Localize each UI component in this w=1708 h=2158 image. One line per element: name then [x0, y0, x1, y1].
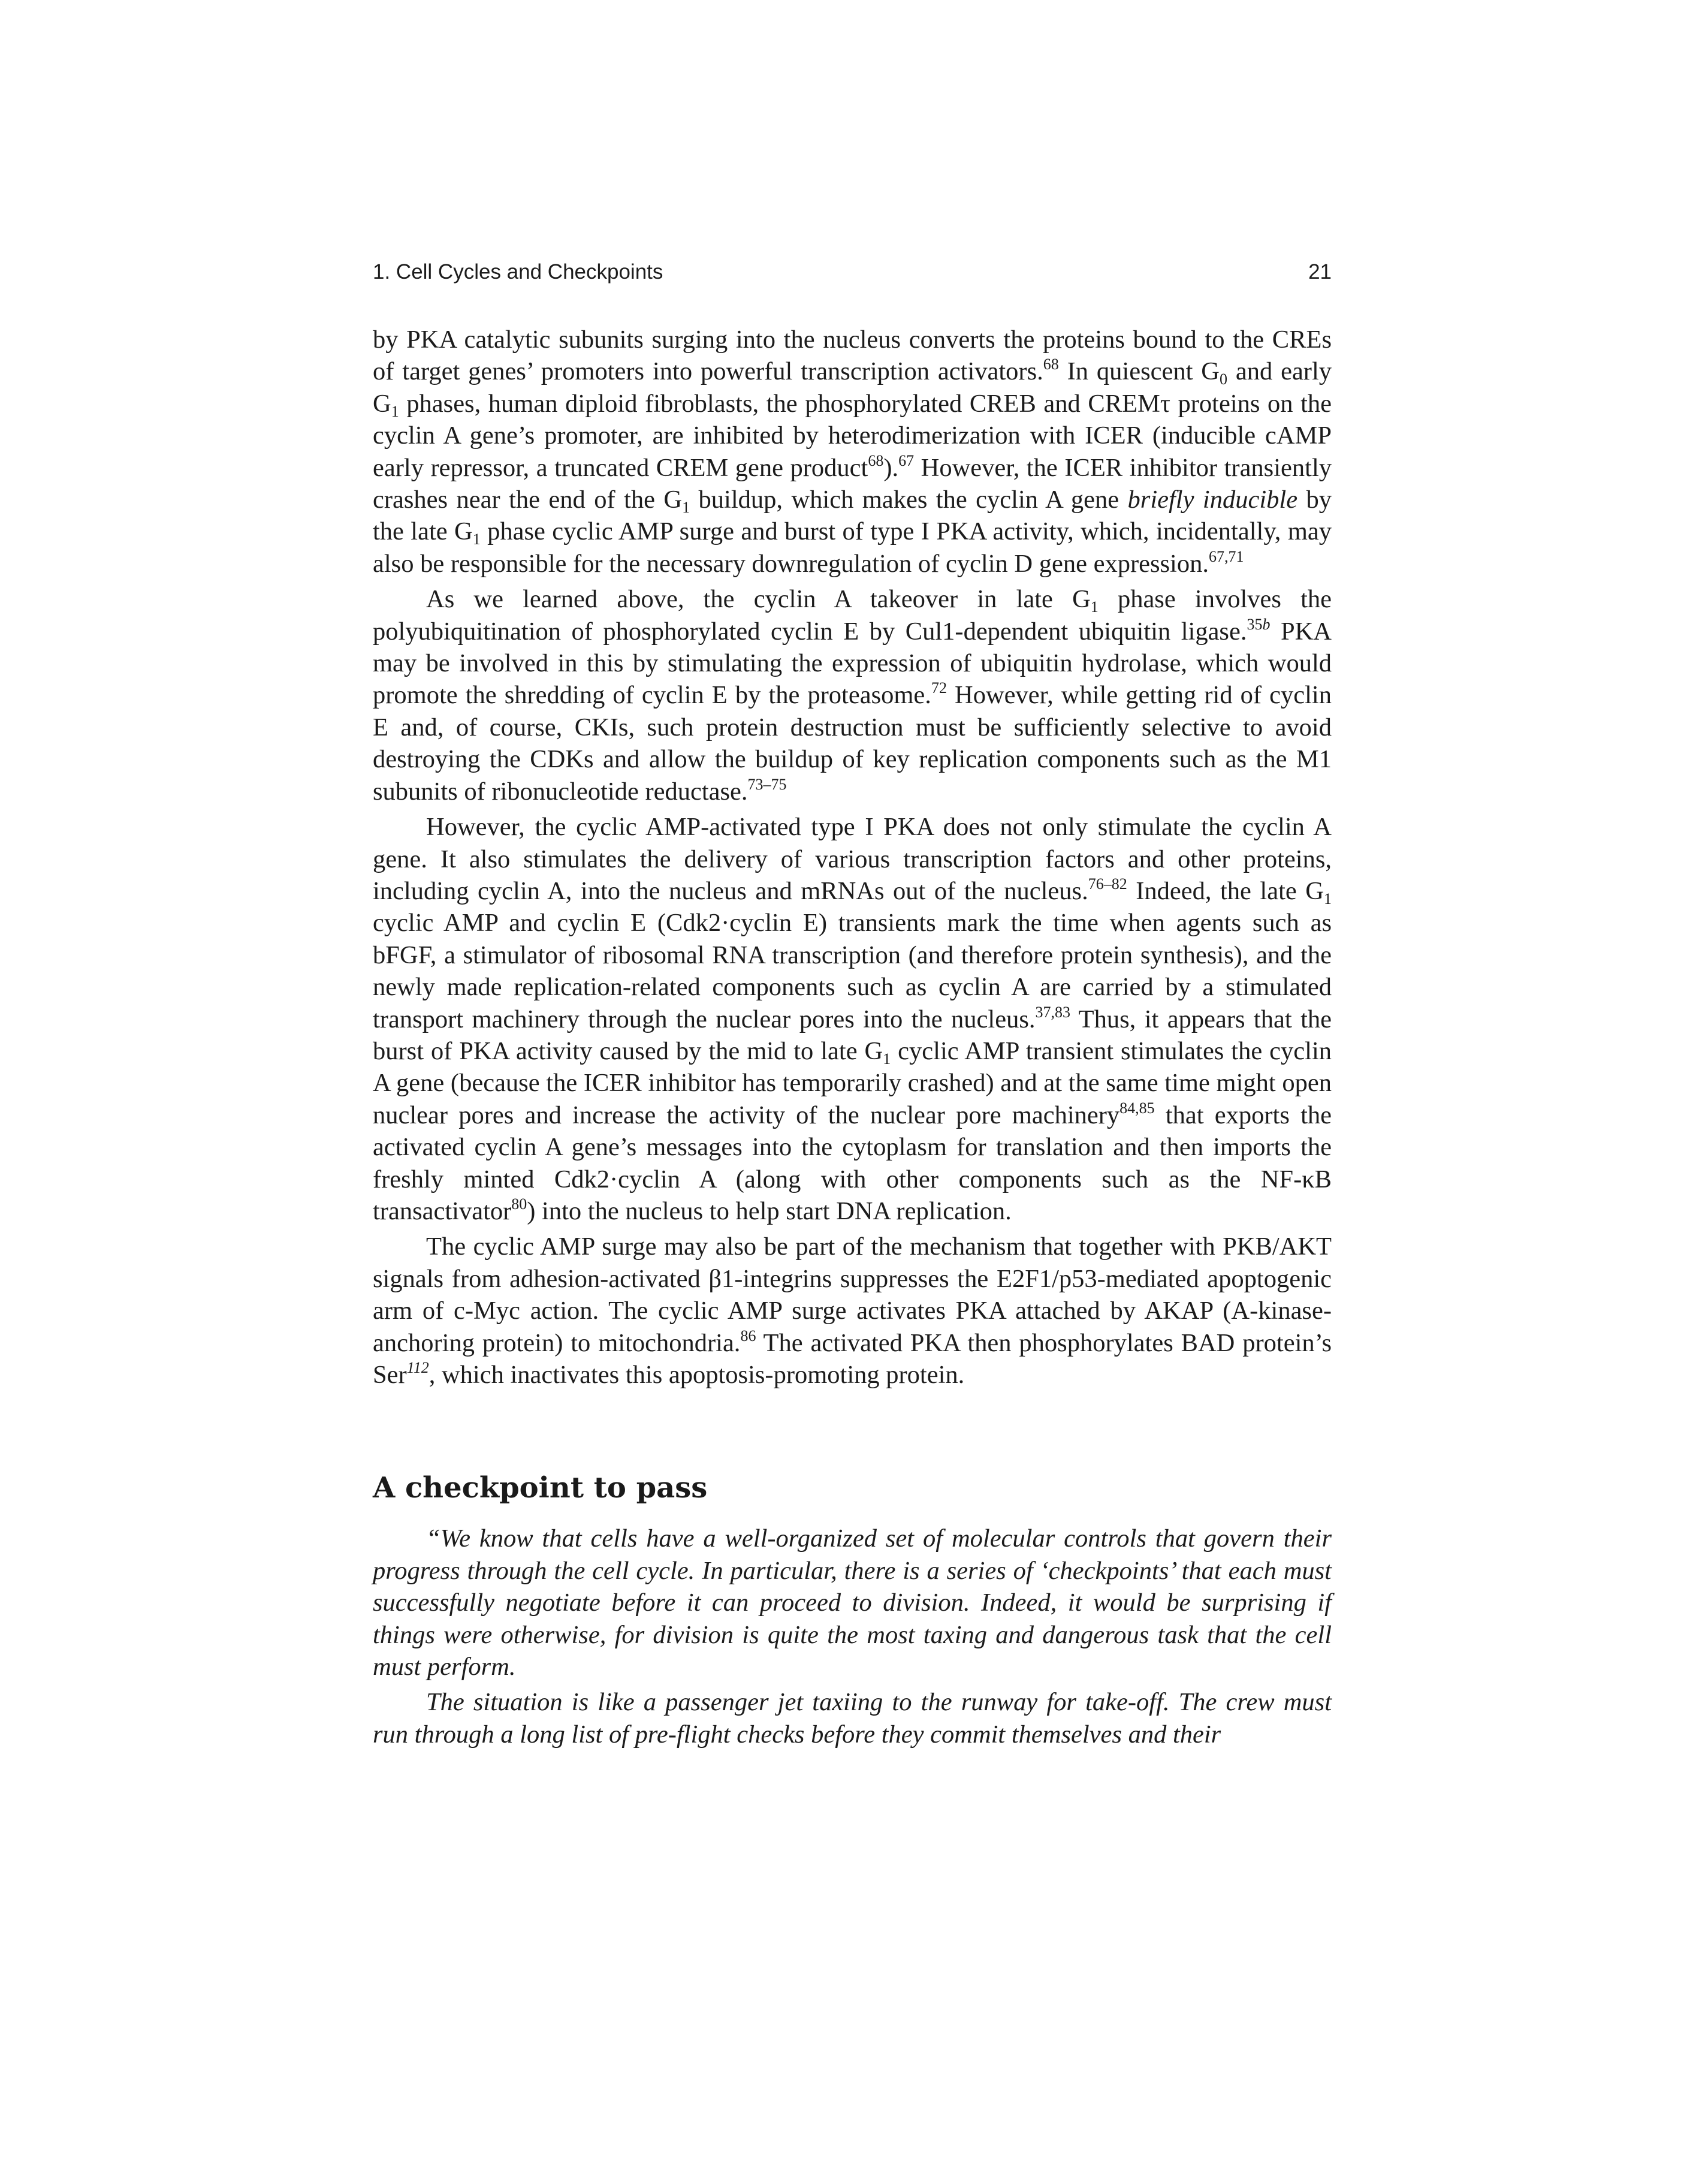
reference-superscript: 76–82: [1088, 875, 1127, 893]
body-text: [373, 324, 1332, 1750]
emphasis: briefly inducible: [1127, 486, 1298, 514]
section-heading: A checkpoint to pass: [373, 1471, 708, 1505]
paragraph-2: As we learned above, the cyclin A takeover in late $G_1$ phase involves the polyubiquitination of phosphorylated cyclin E by Cul1-dependent ubiquitin ligase.$^{35b}$ PKA may be involved in this by stimulating the expression of ubiquitin hydrolase, which would promote the shredding of cyclin E by the proteasome.$^{72}$ However, while getting rid of cyclin E and, of course, CKIs, such protein destruction must be sufficiently selective to avoid destroying the CDKs and allow the buildup of key replication components such as the M1 subunits of ribonucleotide reductase.$^{73-75}$: [373, 585, 1332, 806]
reference-superscript: 86: [740, 1327, 756, 1345]
reference-superscript: 73–75: [747, 775, 787, 793]
paragraph-1: by PKA catalytic subunits surging into the nucleus converts the proteins bound to the CREs of target genes’ promoters into powerful transcription activators.$^{68}$ In quiescent $G_0$ and early $G_1$ phases, human diploid fibroblasts, the phosphorylated CREB and CREMτ proteins on the cyclin A gene’s promoter, are inhibited by heterodimerization with ICER (inducible cAMP early repressor, a truncated CREM gene product$^{68}$).$^{67}$ However, the ICER inhibitor transiently crashes near the end of the $G_1$ buildup, which makes the cyclin A gene briefly inducible by the late $G_1$ phase cyclic AMP surge and burst of type I PKA activity, which, incidentally, may also be responsible for the necessary downregulation of cyclin D gene expression.$^{67,71}$: [373, 325, 1332, 578]
quote-paragraph-2: The situation is like a passenger jet taxiing to the runway for take-off. The crew must run through a long list of pre-flight checks before they commit themselves and their: [373, 1688, 1332, 1749]
reference-superscript: 72: [931, 679, 947, 697]
subscript: 1: [472, 531, 481, 548]
subscript: 1: [682, 499, 690, 517]
reference-superscript: 80: [511, 1195, 527, 1213]
subscript: 0: [1219, 370, 1227, 388]
page-number: 21: [1308, 260, 1332, 284]
reference-superscript: 37,83: [1035, 1003, 1070, 1021]
reference-superscript: 67,71: [1209, 547, 1244, 565]
paragraph-4: The cyclic AMP surge may also be part of the mechanism that together with PKB/AKT signals from adhesion-activated β1-integrins suppresses the E2F1/p53-mediated apoptogenic arm of c-Myc action. The cyclic AMP surge activates PKA attached by AKAP (A-kinase-anchoring protein) to mitochondria.$^{86}$ The activated PKA then phosphorylates BAD protein’s Ser$^{112}$, which inactivates this apoptosis-promoting protein.: [373, 1232, 1332, 1389]
quote-paragraph-1: “We know that cells have a well-organized set of molecular controls that govern their progress through the cell cycle. In particular, there is a series of ‘checkpoints’ that each must successfully negotiate before it can proceed to division. Indeed, it would be surprising if things were otherwise, for division is quite the most taxing and dangerous task that the cell must perform.: [373, 1524, 1332, 1681]
running-head: [373, 257, 1332, 288]
paragraph-3: However, the cyclic AMP-activated type I PKA does not only stimulate the cyclin A gene. It also stimulates the delivery of various transcription factors and other proteins, including cyclin A, into the nucleus and mRNAs out of the nucleus.$^{76-82}$ Indeed, the late $G_1$ cyclic AMP and cyclin E (Cdk2·cyclin E) transients mark the time when agents such as bFGF, a stimulator of ribosomal RNA transcription (and therefore protein synthesis), and the newly made replication-related components such as cyclin A are carried by a stimulated transport machinery through the nuclear pores into the nucleus.$^{37,83}$ Thus, it appears that the burst of PKA activity caused by the mid to late $G_1$ cyclic AMP transient stimulates the cyclin A gene (because the ICER inhibitor has temporarily crashed) and at the same time might open nuclear pores and increase the activity of the nuclear pore machinery$^{84,85}$ that exports the activated cyclin A gene’s messages into the cytoplasm for translation and then imports the freshly minted Cdk2·cyclin A (along with other components such as the NF-κB transactivator$^{80}$) into the nucleus to help start DNA replication.: [373, 813, 1332, 1225]
subscript: 1: [883, 1050, 891, 1068]
book-page: [373, 257, 1332, 1750]
reference-superscript: 67: [898, 451, 915, 469]
subscript: 1: [1324, 890, 1332, 908]
chapter-title: 1. Cell Cycles and Checkpoints: [373, 260, 663, 284]
reference-superscript: 35b: [1247, 615, 1271, 633]
italic-superscript: 112: [406, 1359, 429, 1376]
reference-superscript: 68: [868, 451, 884, 469]
epigraph-quote: [373, 1523, 1332, 1750]
reference-superscript: 84,85: [1119, 1099, 1155, 1117]
subscript: 1: [1090, 598, 1099, 616]
subscript: 1: [391, 402, 399, 420]
reference-superscript: 68: [1043, 355, 1059, 373]
